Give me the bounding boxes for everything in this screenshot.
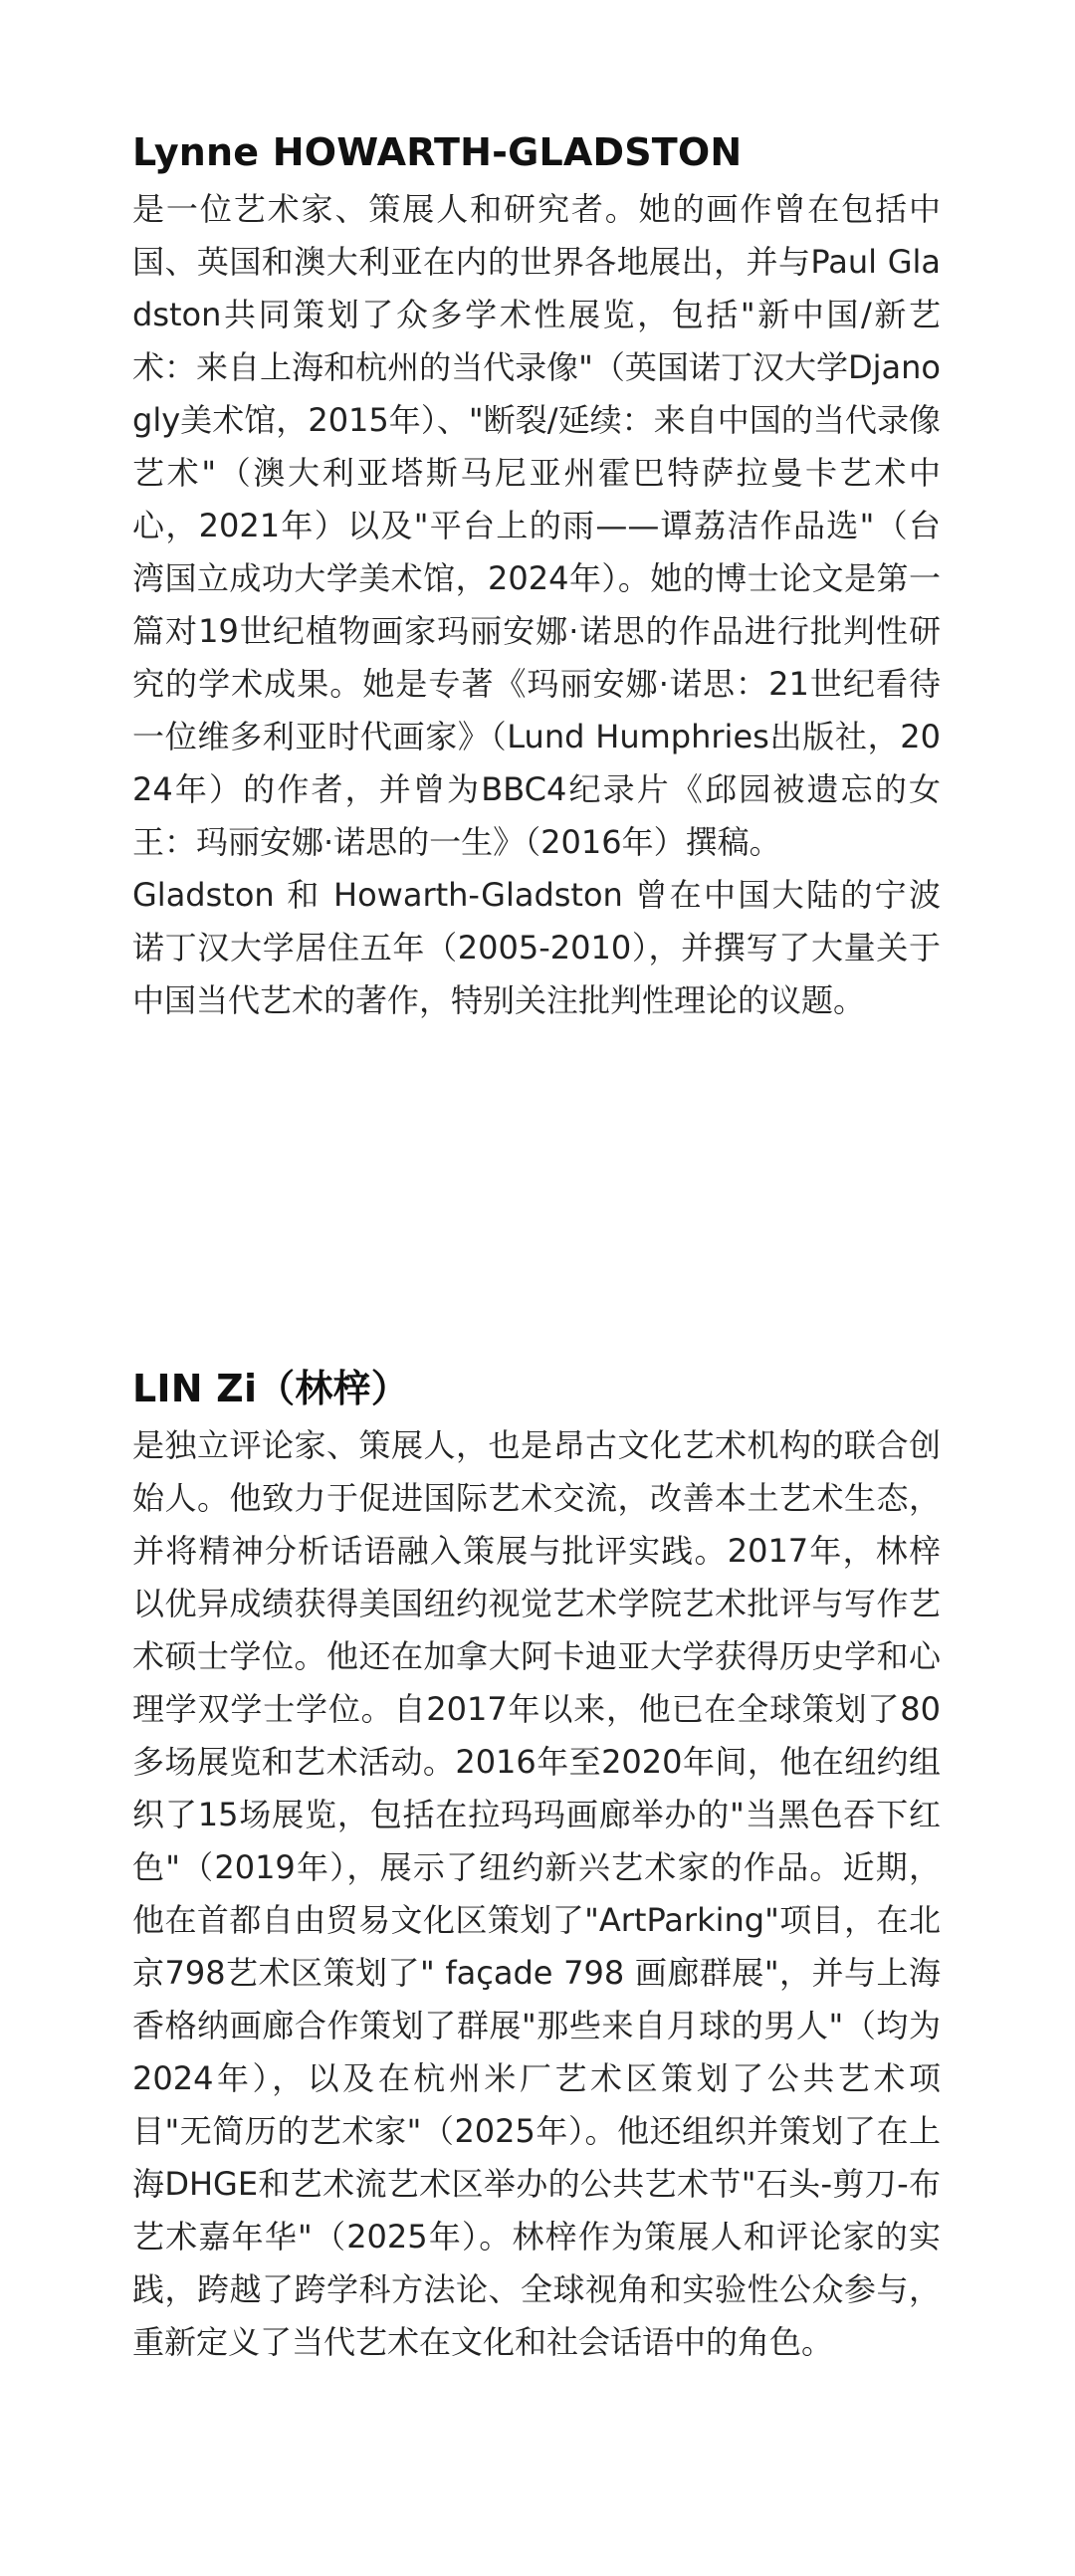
bio-paragraph: 是独立评论家、策展人，也是昂古文化艺术机构的联合创始人。他致力于促进国际艺术交流，改善本土艺术生态，并将精神分析话语融入策展与批评实践。2017年，林梓以优异成绩获得美国纽约视觉艺术学院艺术批评与写作艺术硕士学位。他还在加拿大阿卡迪亚大学获得历史学和心理学双学士学位。自2017年以来，他已在全球策划了80多场展览和艺术活动。2016年至2020年间，他在纽约组织了15场展览，包括在拉玛玛画廊举办的"当黑色吞下红色"（2019年），展示了纽约新兴艺术家的作品。近期，他在首都自由贸易文化区策划了"ArtParking"项目，在北京798艺术区策划了" façade 798 画廊群展"，并与上海香格纳画廊合作策划了群展"那些来自月球的男人"（均为2024年），以及在杭州米厂艺术区策划了公共艺术项目"无简历的艺术家"（2025年）。他还组织并策划了在上海DHGE和艺术流艺术区举办的公共艺术节"石头-剪刀-布艺术嘉年华"（2025年）。林梓作为策展人和评论家的实践，跨越了跨学科方法论、全球视角和实验性公众参与，重新定义了当代艺术在文化和社会话语中的角色。	[132, 1426, 941, 2361]
bio-name: Lynne HOWARTH-GLADSTON	[132, 130, 743, 174]
bio-section-howarth-gladston	[132, 127, 941, 1027]
bio-name: LIN Zi（林梓）	[132, 1367, 409, 1410]
bio-paragraph: Gladston 和 Howarth-Gladston 曾在中国大陆的宁波诺丁汉大学居住五年（2005-2010），并撰写了大量关于中国当代艺术的著作，特别关注批判性理论的议题。	[132, 876, 941, 1019]
bio-section-lin-zi	[132, 1364, 941, 2369]
bio-paragraph: 是一位艺术家、策展人和研究者。她的画作曾在包括中国、英国和澳大利亚在内的世界各地展出，并与Paul Gladston共同策划了众多学术性展览，包括"新中国/新艺术：来自上海和杭州的当代录像"（英国诺丁汉大学Djanogly美术馆，2015年）、"断裂/延续：来自中国的当代录像艺术"（澳大利亚塔斯马尼亚州霍巴特萨拉曼卡艺术中心，2021年）以及"平台上的雨——谭荔洁作品选"（台湾国立成功大学美术馆，2024年）。她的博士论文是第一篇对19世纪植物画家玛丽安娜·诺思的作品进行批判性研究的学术成果。她是专著《玛丽安娜·诺思：21世纪看待一位维多利亚时代画家》（Lund Humphries出版社，2024年）的作者，并曾为BBC4纪录片《邱园被遗忘的女王：玛丽安娜·诺思的一生》（2016年）撰稿。	[132, 190, 941, 861]
